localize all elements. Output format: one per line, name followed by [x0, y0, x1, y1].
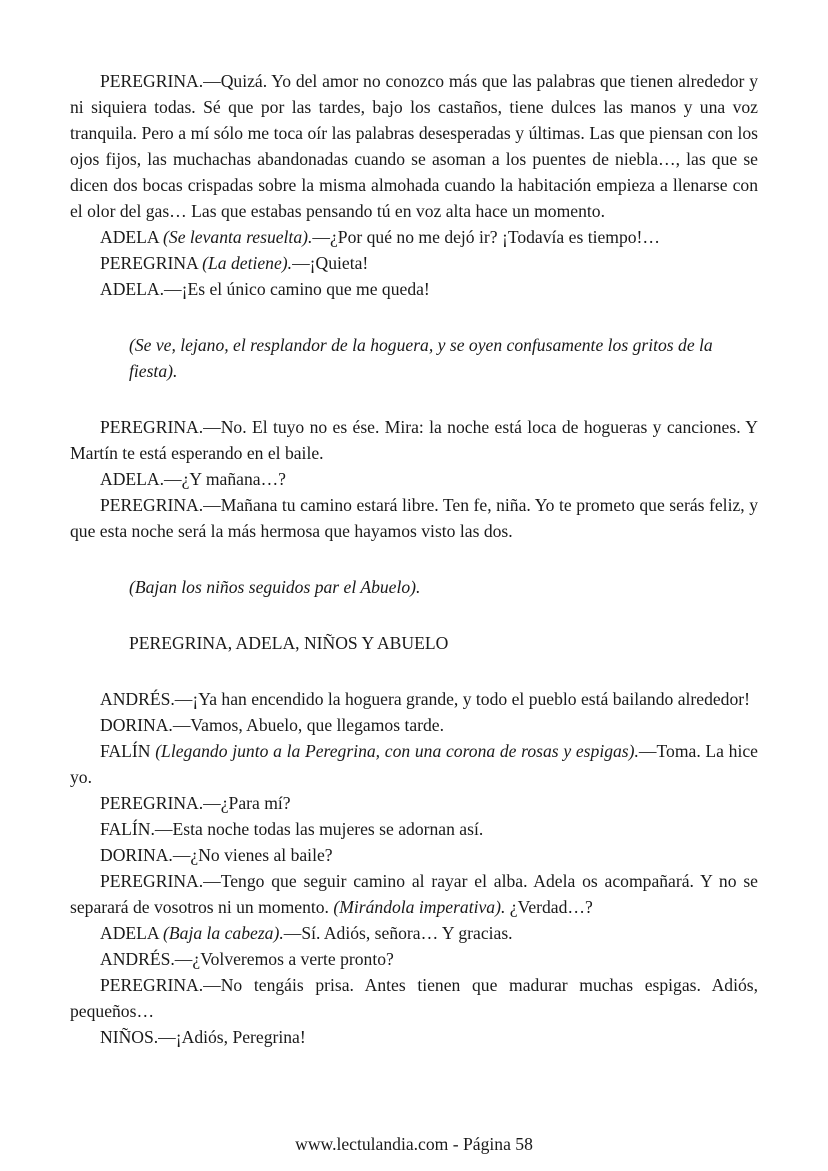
- stage-direction: (Bajan los niños seguidos par el Abuelo).: [129, 577, 421, 597]
- stage-direction-inline: (La detiene).: [202, 253, 293, 273]
- speaker: ANDRÉS.: [100, 689, 175, 709]
- speaker: PEREGRINA.: [100, 871, 204, 891]
- stage-direction: (Se ve, lejano, el resplandor de la hoguera, y se oyen confusamente los gritos de la fiesta).: [129, 335, 713, 381]
- dialogue-line: [70, 920, 758, 946]
- dialogue-line: [70, 738, 758, 790]
- speech: —No. El tuyo no es ése. Mira: la noche está loca de hogueras y canciones. Y Martín te está esperando en el baile.: [70, 417, 758, 463]
- dialogue-line: [70, 816, 758, 842]
- speech: —¿Para mí?: [203, 793, 291, 813]
- stage-direction-inline: (Mirándola imperativa).: [333, 897, 506, 917]
- dialogue-line: [70, 868, 758, 920]
- dialogue-line: [70, 946, 758, 972]
- scene-heading: PEREGRINA, ADELA, NIÑOS Y ABUELO: [129, 633, 449, 653]
- speech: —Sí. Adiós, señora… Y gracias.: [283, 923, 513, 943]
- speech: —¿Y mañana…?: [164, 469, 286, 489]
- stage-direction-inline: (Baja la cabeza).: [163, 923, 284, 943]
- dialogue-line: [70, 224, 758, 250]
- dialogue-line: [70, 466, 758, 492]
- speaker: ADELA: [100, 923, 164, 943]
- dialogue-line: [70, 414, 758, 466]
- speaker: PEREGRINA: [100, 253, 203, 273]
- stage-direction-inline: (Llegando junto a la Peregrina, con una corona de rosas y espigas).: [155, 741, 639, 761]
- speech: —Mañana tu camino estará libre. Ten fe, niña. Yo te prometo que serás feliz, y que esta noche será la más hermosa que hayamos visto las dos.: [70, 495, 758, 541]
- dialogue-line: [70, 712, 758, 738]
- dialogue-line: [70, 68, 758, 224]
- speech: —¡Adiós, Peregrina!: [158, 1027, 306, 1047]
- page-footer: www.lectulandia.com - Página 58: [295, 1134, 533, 1154]
- dialogue-line: [70, 790, 758, 816]
- speaker: ADELA.: [100, 469, 165, 489]
- speech: —Tengo que seguir camino al rayar el alba. Adela os acompañará. Y no se separará de vosotros ni un momento.: [70, 871, 758, 917]
- stage-direction-inline: (Se levanta resuelta).: [163, 227, 313, 247]
- speech: —No tengáis prisa. Antes tienen que madurar muchas espigas. Adiós, pequeños…: [70, 975, 758, 1021]
- speaker: PEREGRINA.: [100, 71, 204, 91]
- speaker: PEREGRINA.: [100, 417, 204, 437]
- dialogue-line: [70, 972, 758, 1024]
- speech: —¿No vienes al baile?: [172, 845, 333, 865]
- dialogue-line: [70, 492, 758, 544]
- speech: —Toma. La hice yo.: [70, 741, 758, 787]
- speaker: PEREGRINA.: [100, 495, 204, 515]
- speaker: NIÑOS.: [100, 1027, 159, 1047]
- speech: —¿Por qué no me dejó ir? ¡Todavía es tiempo!…: [312, 227, 661, 247]
- dialogue-line: [70, 842, 758, 868]
- speech: —¡Es el único camino que me queda!: [164, 279, 430, 299]
- speaker: DORINA.: [100, 715, 173, 735]
- speaker: ADELA: [100, 227, 164, 247]
- speaker: ANDRÉS.: [100, 949, 175, 969]
- speaker: FALÍN.: [100, 819, 155, 839]
- speech: ¿Verdad…?: [505, 897, 593, 917]
- dialogue-line: [70, 250, 758, 276]
- speaker: FALÍN: [100, 741, 156, 761]
- dialogue-line: [70, 1024, 758, 1050]
- speech: —Esta noche todas las mujeres se adornan así.: [154, 819, 484, 839]
- speaker: DORINA.: [100, 845, 173, 865]
- speech: —¿Volveremos a verte pronto?: [174, 949, 394, 969]
- dialogue-line: [70, 686, 758, 712]
- speech: —Quizá. Yo del amor no conozco más que las palabras que tienen alrededor y ni siquiera todas. Sé que por las tardes, bajo los castaños, tiene dulces las manos y una voz tranquila. Pero a mí sólo me toca oír las palabras desesperadas y últimas. Las que piensan con los ojos fijos, las muchachas abandonadas cuando se asoman a los puentes de niebla…, las que se dicen dos bocas crispadas sobre la misma almohada cuando la habitación empieza a llenarse con el olor del gas… Las que estabas pensando tú en voz alta hace un momento.: [70, 71, 758, 221]
- speaker: PEREGRINA.: [100, 975, 204, 995]
- speech: —¡Ya han encendido la hoguera grande, y todo el pueblo está bailando alrededor!: [174, 689, 750, 709]
- page-body: [70, 68, 758, 1050]
- speaker: PEREGRINA.: [100, 793, 204, 813]
- speaker: ADELA.: [100, 279, 165, 299]
- speech: —¡Quieta!: [292, 253, 369, 273]
- speech: —Vamos, Abuelo, que llegamos tarde.: [172, 715, 445, 735]
- dialogue-line: [70, 276, 758, 302]
